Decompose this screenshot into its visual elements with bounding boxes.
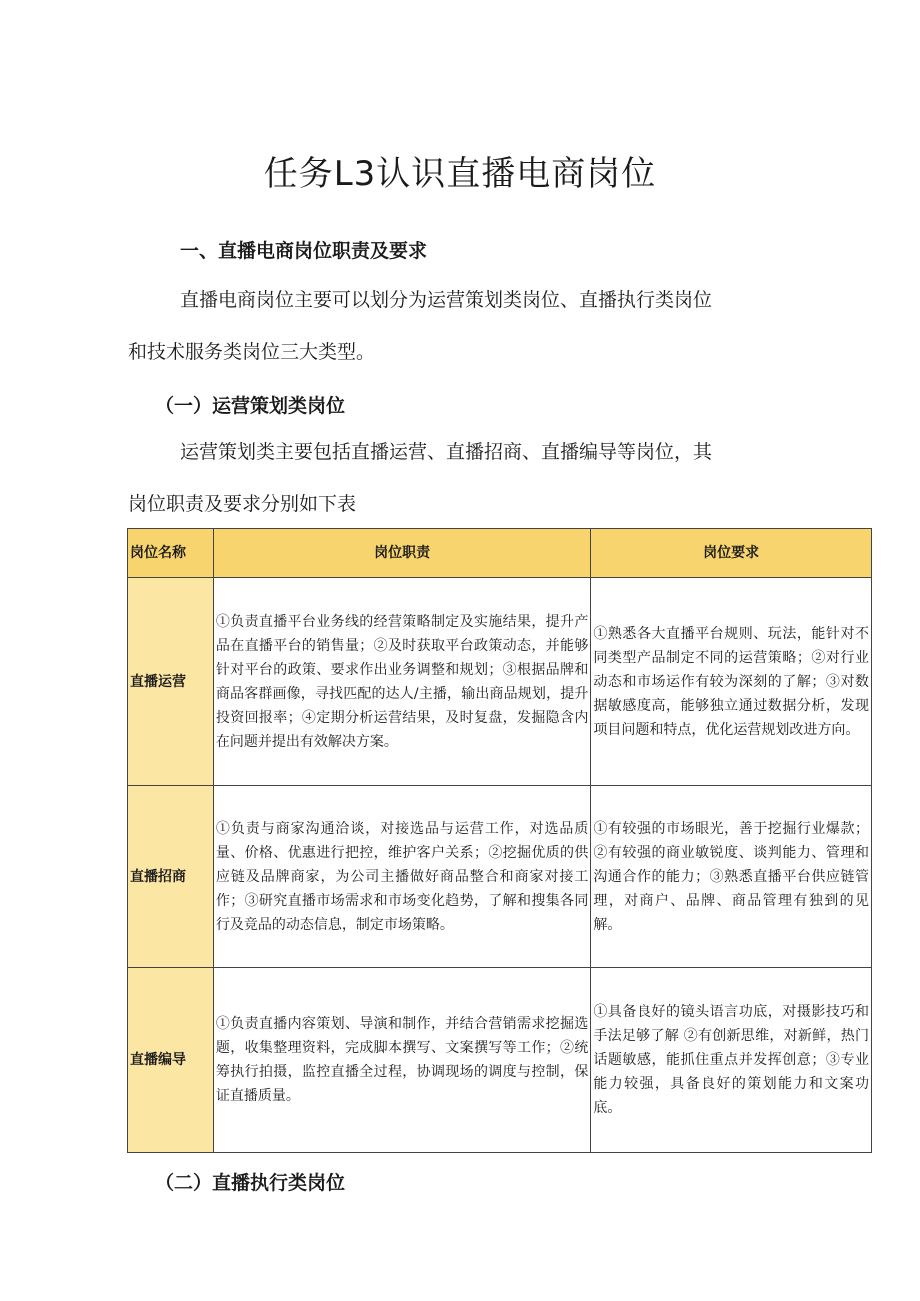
- subsection-intro: [128, 426, 768, 530]
- section-intro: [128, 274, 768, 378]
- position-duty: ①负责与商家沟通洽谈，对接选品与运营工作，对选品质量、价格、优惠进行把控，维护客户关系；②挖掘优质的供应链及品牌商家，为公司主播做好商品整合和商家对接工作；③研究直播市场需求和市场变化趋势，了解和搜集各同行及竞品的动态信息，制定市场策略。: [213, 786, 590, 968]
- position-name: 直播招商: [128, 786, 214, 968]
- table-row: [128, 786, 872, 968]
- table-row: [128, 578, 872, 786]
- section-heading: 一、直播电商岗位职责及要求: [180, 240, 428, 262]
- table-row: [128, 968, 872, 1153]
- header-cell: 岗位职责: [213, 529, 590, 578]
- sub-intro-line-1: 运营策划类主要包括直播运营、直播招商、直播编导等岗位，其: [180, 441, 713, 463]
- subsection-heading-2: （二）直播执行类岗位: [155, 1172, 346, 1194]
- intro-line-2: 和技术服务类岗位三大类型。: [128, 341, 376, 363]
- header-cell: 岗位名称: [128, 529, 214, 578]
- position-requirement: ①具备良好的镜头语言功底，对摄影技巧和手法足够了解 ②有创新思维，对新鲜，热门话题敏感，能抓住重点并发挥创意；③专业能力较强，具备良好的策划能力和文案功底。: [591, 968, 872, 1153]
- position-requirement: ①有较强的市场眼光，善于挖掘行业爆款；②有较强的商业敏锐度、谈判能力、管理和沟通合作的能力；③熟悉直播平台供应链管理，对商户、品牌、商品管理有独到的见解。: [591, 786, 872, 968]
- header-cell: 岗位要求: [591, 529, 872, 578]
- positions-table: [127, 528, 872, 1153]
- position-name: 直播编导: [128, 968, 214, 1153]
- position-name: 直播运营: [128, 578, 214, 786]
- position-duty: ①负责直播平台业务线的经营策略制定及实施结果，提升产品在直播平台的销售量；②及时获取平台政策动态，并能够针对平台的政策、要求作出业务调整和规划；③根据品牌和商品客群画像，寻找匹配的达人/主播，输出商品规划，提升投资回报率；④定期分析运营结果，及时复盘，发掘隐含内在问题并提出有效解决方案。: [213, 578, 590, 786]
- intro-line-1: 直播电商岗位主要可以划分为运营策划类岗位、直播执行类岗位: [180, 289, 713, 311]
- position-duty: ①负责直播内容策划、导演和制作，并结合营销需求挖掘选题，收集整理资料，完成脚本撰写、文案撰写等工作；②统筹执行拍摄，监控直播全过程，协调现场的调度与控制，保证直播质量。: [213, 968, 590, 1153]
- sub-intro-line-2: 岗位职责及要求分别如下表: [128, 493, 357, 515]
- table-header-row: [128, 529, 872, 578]
- page-title: 任务L3认识直播电商岗位: [263, 154, 657, 194]
- position-requirement: ①熟悉各大直播平台规则、玩法，能针对不同类型产品制定不同的运营策略；②对行业动态和市场运作有较为深刻的了解；③对数据敏感度高，能够独立通过数据分析，发现项目问题和特点，优化运营规划改进方向。: [591, 578, 872, 786]
- subsection-heading-1: （一）运营策划类岗位: [155, 395, 346, 417]
